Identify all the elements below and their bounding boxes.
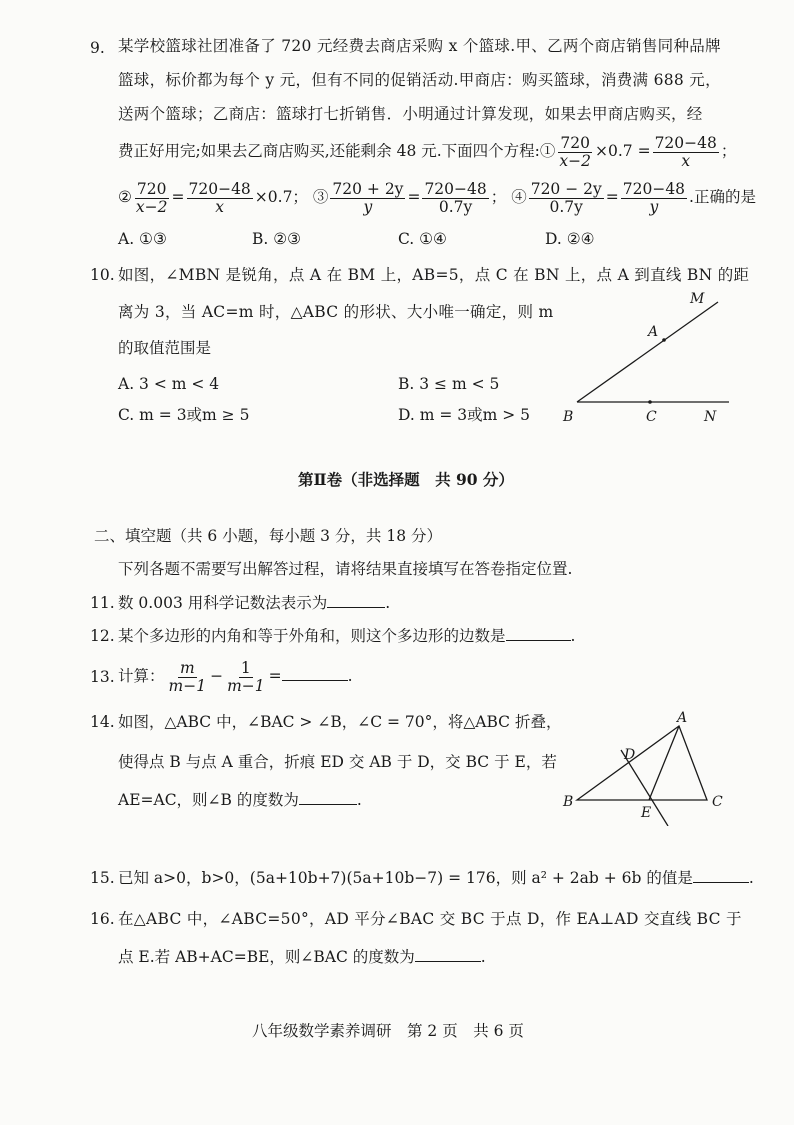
question-number: 12. — [90, 627, 115, 645]
question-text — [118, 626, 575, 646]
denominator: x−2 — [559, 151, 591, 170]
option-d[interactable]: D. m = 3或m > 5 — [398, 406, 531, 424]
fraction — [330, 181, 405, 216]
circled-number: ③ — [312, 188, 329, 206]
fraction — [225, 660, 267, 695]
operator: − — [210, 667, 224, 685]
question-number: 10. — [90, 266, 115, 284]
triangle-abc — [577, 726, 707, 800]
punctuation: . — [347, 667, 353, 685]
numerator: 720 + 2y — [332, 179, 404, 198]
option-c[interactable]: C. m = 3或m ≥ 5 — [118, 406, 250, 424]
ray-bm — [577, 302, 718, 402]
punctuation: . — [570, 627, 576, 645]
question-text: 已知 a>0，b>0，(5a+10b+7)(5a+10b−7) = 176，则 a² + 2ab + 6b 的值是 — [118, 869, 693, 887]
section-title: 第Ⅱ卷（非选择题 共 90 分） — [298, 470, 514, 489]
operator: ×0.7 = — [595, 142, 651, 160]
equation-line — [118, 172, 756, 222]
option-d[interactable]: D. ②④ — [545, 230, 595, 248]
answer-blank[interactable] — [299, 790, 357, 805]
answer-blank[interactable] — [282, 666, 348, 681]
question-text: 送两个篮球；乙商店：篮球打七折销售．小明通过计算发现，如果去甲商店购买，经 — [118, 105, 703, 123]
numerator: 720 − 2y — [530, 179, 602, 198]
label-c: C — [712, 794, 723, 810]
numerator: 720−48 — [424, 179, 487, 198]
circled-number: ④ — [511, 188, 527, 206]
denominator: x−2 — [135, 197, 168, 216]
denominator: y — [363, 197, 373, 216]
fraction — [621, 181, 687, 216]
question-text: 的取值范围是 — [118, 339, 212, 357]
question-text: 使得点 B 与点 A 重合，折痕 ED 交 AB 于 D，交 BC 于 E，若 — [118, 753, 557, 771]
question-text — [118, 790, 362, 810]
question-number: 13. — [90, 668, 115, 686]
question-number: 9. — [90, 39, 105, 57]
label-m: M — [690, 291, 705, 307]
equation-2 — [118, 179, 308, 216]
punctuation: ； — [490, 188, 507, 206]
punctuation: . — [480, 948, 486, 966]
fraction — [653, 135, 719, 170]
question-text: 某个多边形的内角和等于外角和，则这个多边形的边数是 — [118, 627, 506, 645]
denominator: 0.7y — [438, 197, 473, 216]
fraction — [422, 181, 488, 216]
question-number: 15. — [90, 869, 115, 887]
punctuation: .正确的是 — [689, 188, 756, 206]
numerator: m — [179, 658, 195, 677]
equation-line — [118, 126, 736, 176]
equation-3 — [312, 179, 507, 216]
instruction-text: 下列各题不需要写出解答过程，请将结果直接填写在答卷指定位置. — [118, 560, 573, 578]
denominator: y — [649, 197, 659, 216]
point-c — [648, 400, 652, 404]
circled-number: ① — [539, 142, 556, 160]
circled-number: ② — [118, 188, 132, 206]
denominator: m−1 — [227, 676, 265, 695]
question-text: 某学校篮球社团准备了 720 元经费去商店采购 x 个篮球.甲、乙两个商店销售同种品牌 — [118, 37, 721, 55]
option-a[interactable]: A. ①③ — [118, 230, 167, 248]
answer-blank[interactable] — [415, 947, 481, 962]
question-number: 11. — [90, 594, 115, 612]
numerator: 720−48 — [622, 179, 686, 198]
question-text: 如图，∠MBN 是锐角，点 A 在 BM 上，AB=5，点 C 在 BN 上，点 A 到直线 BN 的距 — [118, 266, 750, 284]
fraction — [134, 181, 170, 216]
punctuation: . — [748, 869, 754, 887]
question-text: 离为 3，当 AC=m 时，△ABC 的形状、大小唯一确定，则 m — [118, 303, 554, 321]
option-b[interactable]: B. ②③ — [252, 230, 302, 248]
fraction — [187, 181, 253, 216]
answer-blank[interactable] — [327, 593, 385, 608]
operator: = — [268, 667, 282, 685]
figure-triangle-abc — [555, 706, 740, 826]
option-a[interactable]: A. 3 < m < 4 — [118, 375, 220, 393]
question-text — [118, 947, 486, 967]
label-n: N — [704, 409, 717, 425]
numerator: 720−48 — [654, 133, 717, 152]
option-b[interactable]: B. 3 ≤ m < 5 — [398, 375, 500, 393]
question-number: 14. — [90, 713, 115, 731]
punctuation: ×0.7； — [254, 188, 308, 206]
figure-angle-mbn — [555, 285, 745, 430]
label-a: A — [648, 324, 659, 340]
part-heading: 二、填空题（共 6 小题，每小题 3 分，共 18 分） — [94, 527, 443, 545]
punctuation: . — [356, 791, 362, 809]
fraction — [529, 181, 604, 216]
question-text: 数 0.003 用科学记数法表示为 — [118, 594, 328, 612]
numerator: 1 — [240, 658, 251, 677]
answer-blank[interactable] — [693, 868, 749, 883]
question-text: 篮球，标价都为每个 y 元，但有不同的促销活动.甲商店：购买篮球，消费满 688 元， — [118, 71, 721, 89]
fraction — [167, 660, 209, 695]
label-b: B — [563, 794, 574, 810]
question-text — [118, 651, 353, 701]
question-text: AE=AC，则∠B 的度数为 — [118, 791, 299, 809]
numerator: 720 — [136, 179, 167, 198]
option-c[interactable]: C. ①④ — [398, 230, 447, 248]
equation-4 — [511, 179, 756, 216]
denominator: x — [681, 151, 691, 170]
operator: = — [605, 188, 619, 206]
operator: = — [171, 188, 185, 206]
page-footer: 八年级数学素养调研 第 2 页 共 6 页 — [252, 1022, 524, 1040]
denominator: m−1 — [168, 676, 207, 695]
question-text: 在△ABC 中，∠ABC=50°，AD 平分∠BAC 交 BC 于点 D，作 EA⊥AD 交直线 BC 于 — [118, 910, 742, 928]
punctuation: ； — [720, 142, 737, 160]
operator: = — [407, 188, 421, 206]
numerator: 720−48 — [188, 179, 251, 198]
question-text — [118, 593, 390, 613]
denominator: x — [215, 197, 225, 216]
punctuation: . — [385, 594, 391, 612]
question-text: 计算： — [118, 667, 165, 685]
answer-blank[interactable] — [506, 626, 571, 641]
question-text — [118, 868, 754, 888]
question-text: 点 E.若 AB+AC=BE，则∠BAC 的度数为 — [118, 948, 415, 966]
label-c: C — [646, 409, 657, 425]
label-d: D — [624, 747, 636, 763]
equation-1 — [539, 133, 737, 170]
label-e: E — [641, 805, 652, 821]
question-text: 费正好用完;如果去乙商店购买,还能剩余 48 元.下面四个方程: — [118, 142, 540, 160]
label-b: B — [563, 409, 574, 425]
denominator: 0.7y — [549, 197, 583, 216]
label-a: A — [677, 710, 688, 726]
point-a — [662, 338, 666, 342]
numerator: 720 — [560, 133, 590, 152]
question-number: 16. — [90, 910, 115, 928]
question-text: 如图，△ABC 中，∠BAC > ∠B，∠C = 70°，将△ABC 折叠， — [118, 713, 562, 731]
fraction — [557, 135, 593, 170]
